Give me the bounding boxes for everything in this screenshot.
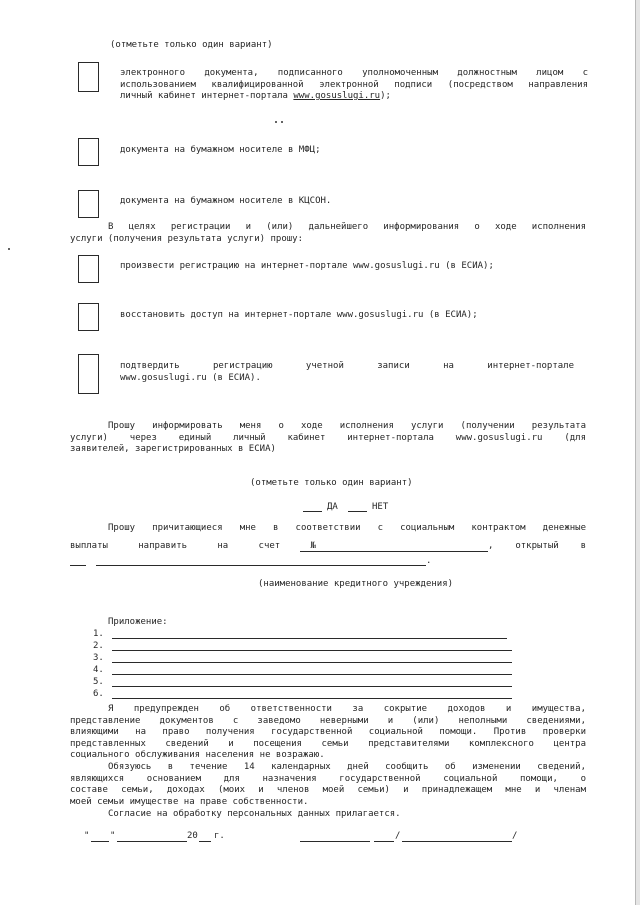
inform-request: Прошу информировать меня о ходе исполнения услуги (получении результата услуги) через единый личный кабинет интернет-портала www.gosuslugi.ru (для заявителей, зарегистрированных в ЕСИА) bbox=[70, 421, 586, 454]
registration-intro: В целях регистрации и (или) дальнейшего информирования о ходе исполнения услуги (получения результата услуги) прошу: bbox=[70, 222, 586, 244]
attachment-field-4[interactable] bbox=[112, 674, 512, 675]
attachment-number: 3. bbox=[93, 653, 104, 663]
day-field[interactable] bbox=[91, 841, 109, 842]
month-field[interactable] bbox=[117, 841, 187, 842]
attachments-title: Приложение: bbox=[108, 617, 168, 627]
option-paper-kcson: документа на бумажном носителе в КЦСОН. bbox=[120, 196, 332, 206]
bank-name-field[interactable] bbox=[96, 565, 426, 566]
checkbox-confirm-registration[interactable] bbox=[78, 354, 99, 394]
payment-line: выплаты направить на счет № bbox=[70, 541, 316, 551]
year-prefix: 20 bbox=[187, 831, 198, 841]
scan-edge bbox=[635, 0, 640, 905]
change-obligation: Обязуюсь в течение 14 календарных дней сообщить об изменении сведений, являющихся основанием для назначения государственной социальной помощи, о составе семьи, доходах (моих и членов моей семьи) и принадлежащем мне и членам моей семьи имуществе на праве собственности. bbox=[70, 762, 586, 807]
checkbox-paper-kcson[interactable] bbox=[78, 190, 99, 218]
bank-caption: (наименование кредитного учреждения) bbox=[258, 579, 454, 589]
yes-blank[interactable] bbox=[303, 511, 322, 512]
signature-field-2[interactable] bbox=[374, 841, 394, 842]
header-note: (отметьте только один вариант) bbox=[110, 40, 273, 50]
attachment-field-3[interactable] bbox=[112, 662, 512, 663]
attachment-number: 1. bbox=[93, 629, 104, 639]
checkbox-register-portal[interactable] bbox=[78, 255, 99, 283]
attachment-number: 2. bbox=[93, 641, 104, 651]
no-blank[interactable] bbox=[348, 511, 367, 512]
attachment-field-1[interactable] bbox=[112, 638, 507, 639]
form-page: (отметьте только один вариант) электронного документа, подписанного уполномоченным должностным лицом с использованием квалифицированной электронной подписи (посредством направления личный кабинет интернет-портала www.gosuslugi.ru); документа на бумажном носителе в МФЦ; документа на бумажном носителе в КЦСОН. В целях регистрации и (или) дальнейшего информирования о ходе исполнения услуги (получения результата услуги) прошу: произвести регистрацию на интернет-портале www.gosuslugi.ru (в ЕСИА); восстановить доступ на интернет-портале www.gosuslugi.ru (в ЕСИА); подтвердить регистрацию учетной записи на интернет-портале www.gosuslugi.ru (в ЕСИА). Прошу информировать меня о ходе исполнения услуги (получении результата услуги) через единый личный кабинет интернет-портала www.gosuslugi.ru (для заявителей, зарегистрированных в ЕСИА) (отметьте только один вариант) ДА НЕТ Прошу причитающиеся мне в соответствии с социальным контрактом денежные выплаты направить на счет № , открытый в . (наименование кредитного учреждения) Приложение: 1. 2. 3. 4. 5. 6. Я предупрежден об ответственности за сокрытие доходов и имущества, представление документов с заведомо неверными и (или) неполными сведениями, влияющими на право получения государственной социальной помощи. Против проверки представленных сведений и посещения семьи представителями комплексного центра социального обслуживания населения не возражаю. Обязуюсь в течение 14 календарных дней сообщить об изменении сведений, являющихся основанием для назначения государственной социальной помощи, о составе семьи, доходах (моих и членов моей семьи) и принадлежащем мне и членам моей семьи имуществе на праве собственности. Согласие на обработку персональных данных прилагается. " " 20 г. / / bbox=[0, 0, 640, 905]
attachment-field-6[interactable] bbox=[112, 698, 512, 699]
checkbox-paper-mfc[interactable] bbox=[78, 138, 99, 166]
bank-field-start[interactable] bbox=[70, 565, 86, 566]
signature-field[interactable] bbox=[300, 841, 370, 842]
signature-decoding-field[interactable] bbox=[402, 841, 512, 842]
option-electronic-document: электронного документа, подписанного уполномоченным должностным лицом с использованием квалифицированной электронной подписи (посредством направления личный кабинет интернет-портала www.gosuslugi.ru); bbox=[120, 68, 588, 101]
scan-speck bbox=[275, 121, 277, 123]
scan-speck bbox=[281, 121, 283, 123]
liability-warning: Я предупрежден об ответственности за сокрытие доходов и имущества, представление документов с заведомо неверными и (или) неполными сведениями, влияющими на право получения государственной социальной помощи. Против проверки представленных сведений и посещения семьи представителями комплексного центра социального обслуживания населения не возражаю. bbox=[70, 704, 586, 760]
checkbox-electronic-document[interactable] bbox=[78, 62, 99, 92]
scan-speck bbox=[8, 248, 10, 250]
option-register-portal: произвести регистрацию на интернет-портале www.gosuslugi.ru (в ЕСИА); bbox=[120, 261, 494, 271]
attachment-number: 6. bbox=[93, 689, 104, 699]
option-restore-access: восстановить доступ на интернет-портале www.gosuslugi.ru (в ЕСИА); bbox=[120, 310, 478, 320]
consent-note: Согласие на обработку персональных данных прилагается. bbox=[108, 809, 401, 819]
gosuslugi-link[interactable]: www.gosuslugi.ru bbox=[293, 91, 381, 101]
option-paper-mfc: документа на бумажном носителе в МФЦ; bbox=[120, 145, 321, 155]
yes-label: ДА bbox=[327, 502, 338, 512]
opened-in-label: , открытый в bbox=[488, 541, 586, 551]
payment-request: Прошу причитающиеся мне в соответствии с социальным контрактом денежные bbox=[108, 523, 586, 533]
no-label: НЕТ bbox=[372, 502, 389, 512]
attachment-field-5[interactable] bbox=[112, 686, 512, 687]
inform-note: (отметьте только один вариант) bbox=[250, 478, 413, 488]
option-confirm-registration: подтвердить регистрацию учетной записи на интернет-портале www.gosuslugi.ru (в ЕСИА). bbox=[120, 361, 574, 383]
attachment-number: 4. bbox=[93, 665, 104, 675]
year-field[interactable] bbox=[199, 841, 211, 842]
checkbox-restore-access[interactable] bbox=[78, 303, 99, 331]
year-suffix: г. bbox=[214, 831, 225, 841]
attachment-number: 5. bbox=[93, 677, 104, 687]
account-number-field[interactable] bbox=[300, 551, 488, 552]
attachment-field-2[interactable] bbox=[112, 650, 512, 651]
